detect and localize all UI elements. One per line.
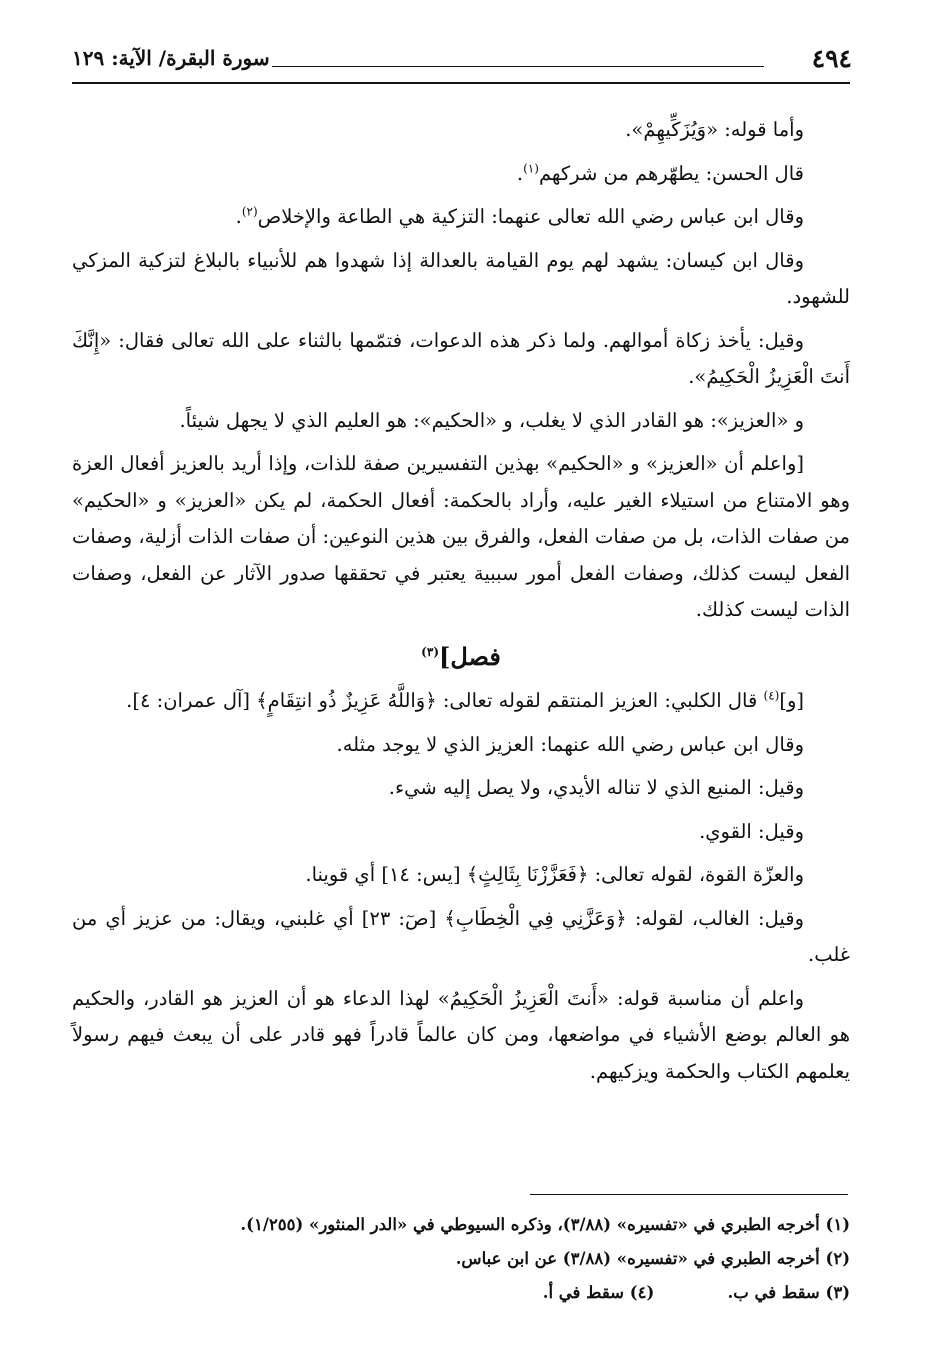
page-number: ٤٩٤ bbox=[811, 44, 852, 73]
header-fill-line bbox=[272, 66, 764, 67]
paragraph: و «العزيز»: هو القادر الذي لا يغلب، و «الحكيم»: هو العليم الذي لا يجهل شيئاً. bbox=[179, 408, 804, 432]
paragraph: [و]$^{(٤)}$ قال الكلبي: العزيز المنتقم لقوله تعالى: ﴿وَاللَّهُ عَزِيزٌ ذُو انتِقَامٍ﴾ [آل عمران: ٤]. bbox=[126, 688, 804, 712]
surah-verse-label: سورة البقرة/ الآية: ١٢٩ bbox=[72, 46, 270, 70]
footnote-3: (٣) سقط في ب. bbox=[727, 1283, 850, 1302]
running-header bbox=[72, 40, 852, 80]
paragraph: وقيل: الغالب، لقوله: ﴿وَعَزَّنِي فِي الْخِطَابِ﴾ [صٓ: ٢٣] أي غلبني، ويقال: من عزيز أي من غلب. bbox=[72, 906, 850, 966]
paragraph: وقال ابن كيسان: يشهد لهم يوم القيامة بالعدالة إذا شهدوا هم للأنبياء بالبلاغ لتزكية المزكي للشهود. bbox=[72, 248, 850, 308]
paragraph: قال الحسن: يطهّرهم من شركهم$^{(١)}$. bbox=[516, 161, 804, 185]
footnote-row bbox=[72, 1276, 850, 1310]
paragraph: وقيل: يأخذ زكاة أموالهم. ولما ذكر هذه الدعوات، فتمّمها بالثناء على الله تعالى فقال: «إِنَّكَ أَنتَ الْعَزِيزُ الْحَكِيمُ». bbox=[72, 328, 850, 388]
paragraph: واعلم أن مناسبة قوله: «أَنتَ الْعَزِيزُ الْحَكِيمُ» لهذا الدعاء هو أن العزيز هو القادر، والحكيم هو العالم بوضع الأشياء في مواضعها، ومن كان عالماً قادراً فهو قادر على أن يبعث فيهم رسولاً يعلمهم الكتاب والحكمة ويزكيهم. bbox=[72, 986, 850, 1083]
paragraph: وقيل: المنيع الذي لا تناله الأيدي، ولا يصل إليه شيء. bbox=[388, 776, 804, 799]
paragraph: [واعلم أن «العزيز» و «الحكيم» بهذين التفسيرين صفة للذات، وإذا أريد بالعزيز أفعال العزة وهو الامتناع من استيلاء الغير عليه، وأراد بالحكمة: أفعال الحكمة، لم يكن «العزيز» و «الحكيم» من صفات الذات، بل من صفات الفعل، والفرق بين هذين النوعين: أن صفات الذات أزلية، وصفات الفعل ليست كذلك، وصفات الفعل أمور سببية يعتبر في تحققها صدور الآثار عن الفعل، وصفات الذات ليست كذلك. bbox=[72, 452, 850, 621]
footnote-ref: (٤) bbox=[763, 688, 780, 703]
footnotes bbox=[72, 1208, 850, 1310]
header-rule bbox=[72, 82, 850, 84]
footnote-1: (١) أخرجه الطبري في «تفسيره» (٣/٨٨)، وذكره السيوطي في «الدر المنثور» (١/٢٥٥). bbox=[240, 1215, 850, 1234]
footnote-4: (٤) سقط في أ. bbox=[542, 1283, 655, 1302]
footnote-separator bbox=[530, 1194, 848, 1195]
paragraph: وقال ابن عباس رضي الله عنهما: العزيز الذي لا يوجد مثله. bbox=[336, 732, 804, 756]
footnote-2: (٢) أخرجه الطبري في «تفسيره» (٣/٨٨) عن ابن عباس. bbox=[455, 1249, 850, 1268]
section-heading: فصل]$^{(٣)}$ bbox=[421, 641, 501, 671]
footnote-ref: (١) bbox=[523, 161, 539, 175]
paragraph: وأما قوله: «وَيُزَكِّيهِمْ». bbox=[625, 118, 804, 141]
paragraph: وقال ابن عباس رضي الله تعالى عنهما: التزكية هي الطاعة والإخلاص$^{(٢)}$. bbox=[235, 204, 804, 228]
footnote-ref: (٢) bbox=[241, 204, 258, 219]
footnote-ref: (٣) bbox=[421, 644, 439, 659]
paragraph: وقيل: القوي. bbox=[699, 819, 804, 843]
paragraph: والعزّة القوة، لقوله تعالى: ﴿فَعَزَّزْنَا بِثَالِثٍ﴾ [يس: ١٤] أي قوينا. bbox=[305, 863, 804, 886]
main-text bbox=[72, 112, 850, 1097]
